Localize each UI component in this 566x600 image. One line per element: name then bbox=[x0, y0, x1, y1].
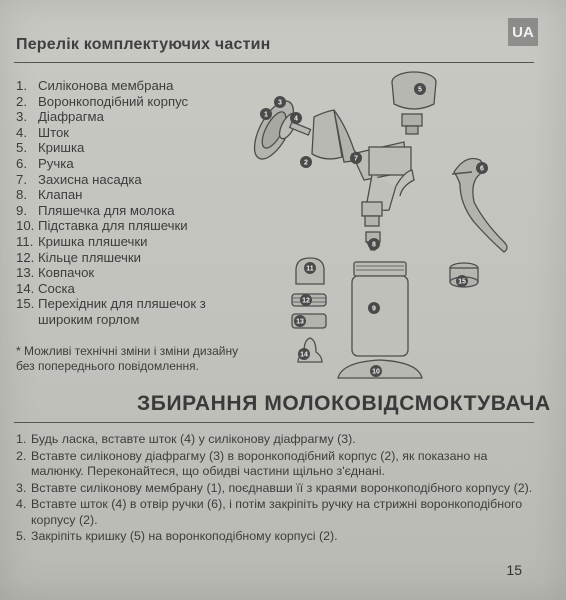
list-item bbox=[16, 156, 238, 172]
part-number: 4. bbox=[16, 124, 27, 140]
step-number: 2. bbox=[16, 448, 27, 463]
part-number: 6. bbox=[16, 155, 27, 171]
part-label: Перехідник для пляшечок з широким горлом bbox=[38, 296, 206, 327]
callout-marker bbox=[298, 348, 310, 360]
part-number: 5. bbox=[16, 140, 27, 156]
callout-marker bbox=[290, 112, 302, 124]
callout-label: 1 bbox=[264, 111, 268, 119]
part-label: Ковпачок bbox=[38, 265, 95, 281]
callout-label: 9 bbox=[372, 305, 376, 313]
connector-drawing bbox=[367, 147, 414, 210]
pump-neck-drawing bbox=[362, 202, 382, 226]
part-number: 8. bbox=[16, 187, 27, 203]
part-label: Кільце пляшечки bbox=[38, 249, 142, 265]
callout-marker bbox=[300, 156, 312, 168]
callout-label: 15 bbox=[458, 278, 466, 286]
list-item bbox=[16, 296, 238, 327]
callout-label: 6 bbox=[480, 165, 484, 173]
assembly-heading: ЗБИРАННЯ МОЛОКОВІДСМОКТУВАЧА bbox=[137, 392, 551, 415]
language-tab: UA bbox=[508, 18, 538, 46]
step-item bbox=[16, 497, 536, 528]
list-item bbox=[16, 281, 238, 297]
assembly-steps bbox=[16, 432, 536, 546]
step-number: 1. bbox=[16, 432, 27, 446]
callout-marker bbox=[368, 238, 380, 250]
step-text: Вставте шток (4) в отвір ручки (6), і потім закріпіть ручку на стрижні воронкоподібного корпусу (2). bbox=[31, 497, 523, 527]
section-title: Перелік комплектуючих частин bbox=[16, 36, 271, 53]
bottle-drawing bbox=[352, 262, 408, 356]
step-number: 3. bbox=[16, 480, 27, 495]
callout-label: 8 bbox=[372, 241, 376, 249]
assembly-divider bbox=[14, 422, 534, 423]
step-item bbox=[16, 432, 536, 448]
list-item bbox=[16, 172, 238, 188]
part-label: Кришка bbox=[38, 140, 85, 156]
part-number: 2. bbox=[16, 93, 27, 109]
callout-label: 10 bbox=[372, 368, 380, 376]
callout-label: 14 bbox=[300, 351, 308, 359]
breast-pump-parts-diagram bbox=[234, 62, 534, 392]
list-item bbox=[16, 234, 238, 250]
step-text: Вставте силіконову мембрану (1), поєднавши її з краями воронкоподібного корпусу (2). bbox=[31, 480, 533, 495]
callout-marker bbox=[260, 108, 272, 120]
list-item bbox=[16, 140, 238, 156]
page-number: 15 bbox=[506, 562, 522, 578]
part-label: Підставка для пляшечки bbox=[38, 218, 188, 234]
step-item bbox=[16, 481, 536, 497]
part-number: 12. bbox=[16, 249, 35, 265]
callout-label: 5 bbox=[418, 86, 422, 94]
callout-label: 4 bbox=[294, 115, 298, 123]
part-number: 1. bbox=[16, 78, 27, 93]
list-item bbox=[16, 109, 238, 125]
step-text: Будь ласка, вставте шток (4) у силіконову діафрагму (3). bbox=[31, 432, 356, 446]
part-number: 9. bbox=[16, 202, 27, 218]
list-item bbox=[16, 94, 238, 110]
callout-label: 2 bbox=[304, 159, 308, 167]
part-label: Діафрагма bbox=[38, 109, 104, 125]
part-number: 7. bbox=[16, 171, 27, 187]
callout-marker bbox=[476, 162, 488, 174]
callout-marker bbox=[294, 315, 306, 327]
callout-marker bbox=[304, 262, 316, 274]
callout-marker bbox=[456, 275, 468, 287]
part-number: 3. bbox=[16, 109, 27, 125]
step-text: Вставте силіконову діафрагму (3) в воронкоподібний корпус (2), як показано на малюнку. Переконайтеся, що обидві частини щільно з'єднані. bbox=[31, 448, 488, 478]
step-number: 5. bbox=[16, 529, 27, 543]
part-label: Соска bbox=[38, 280, 75, 296]
part-label: Захисна насадка bbox=[38, 171, 142, 187]
step-text: Закріпіть кришку (5) на воронкоподібному корпусі (2). bbox=[31, 529, 338, 543]
part-label: Клапан bbox=[38, 187, 83, 203]
list-item bbox=[16, 265, 238, 281]
part-number: 11. bbox=[16, 233, 34, 249]
step-number: 4. bbox=[16, 497, 27, 511]
part-label: Силіконова мембрана bbox=[38, 78, 174, 93]
lid-drawing bbox=[392, 72, 436, 134]
list-item bbox=[16, 218, 238, 234]
part-label: Шток bbox=[38, 124, 70, 140]
part-number: 14. bbox=[16, 280, 35, 296]
callout-label: 11 bbox=[306, 265, 314, 273]
list-item bbox=[16, 187, 238, 203]
callout-label: 13 bbox=[296, 318, 304, 326]
part-label: Пляшечка для молока bbox=[38, 202, 175, 218]
part-label: Воронкоподібний корпус bbox=[38, 93, 189, 109]
step-item bbox=[16, 449, 536, 480]
callout-marker bbox=[350, 152, 362, 164]
callout-marker bbox=[370, 365, 382, 377]
list-item bbox=[16, 78, 238, 94]
callout-label: 7 bbox=[354, 155, 358, 163]
parts-list bbox=[16, 78, 238, 328]
step-item bbox=[16, 529, 536, 545]
part-label: Ручка bbox=[38, 155, 74, 171]
part-label: Кришка пляшечки bbox=[38, 233, 148, 249]
list-item bbox=[16, 250, 238, 266]
callout-marker bbox=[368, 302, 380, 314]
callout-marker bbox=[274, 96, 286, 108]
callout-marker bbox=[300, 294, 312, 306]
part-number: 15. bbox=[16, 296, 35, 312]
list-item bbox=[16, 203, 238, 219]
part-number: 10. bbox=[16, 218, 35, 234]
footnote: * Можливі технічні зміни і зміни дизайну без попереднього повідомлення. bbox=[16, 344, 239, 373]
callout-label: 12 bbox=[302, 297, 310, 305]
part-number: 13. bbox=[16, 265, 35, 281]
list-item bbox=[16, 125, 238, 141]
callout-label: 3 bbox=[278, 99, 282, 107]
callout-marker bbox=[414, 83, 426, 95]
